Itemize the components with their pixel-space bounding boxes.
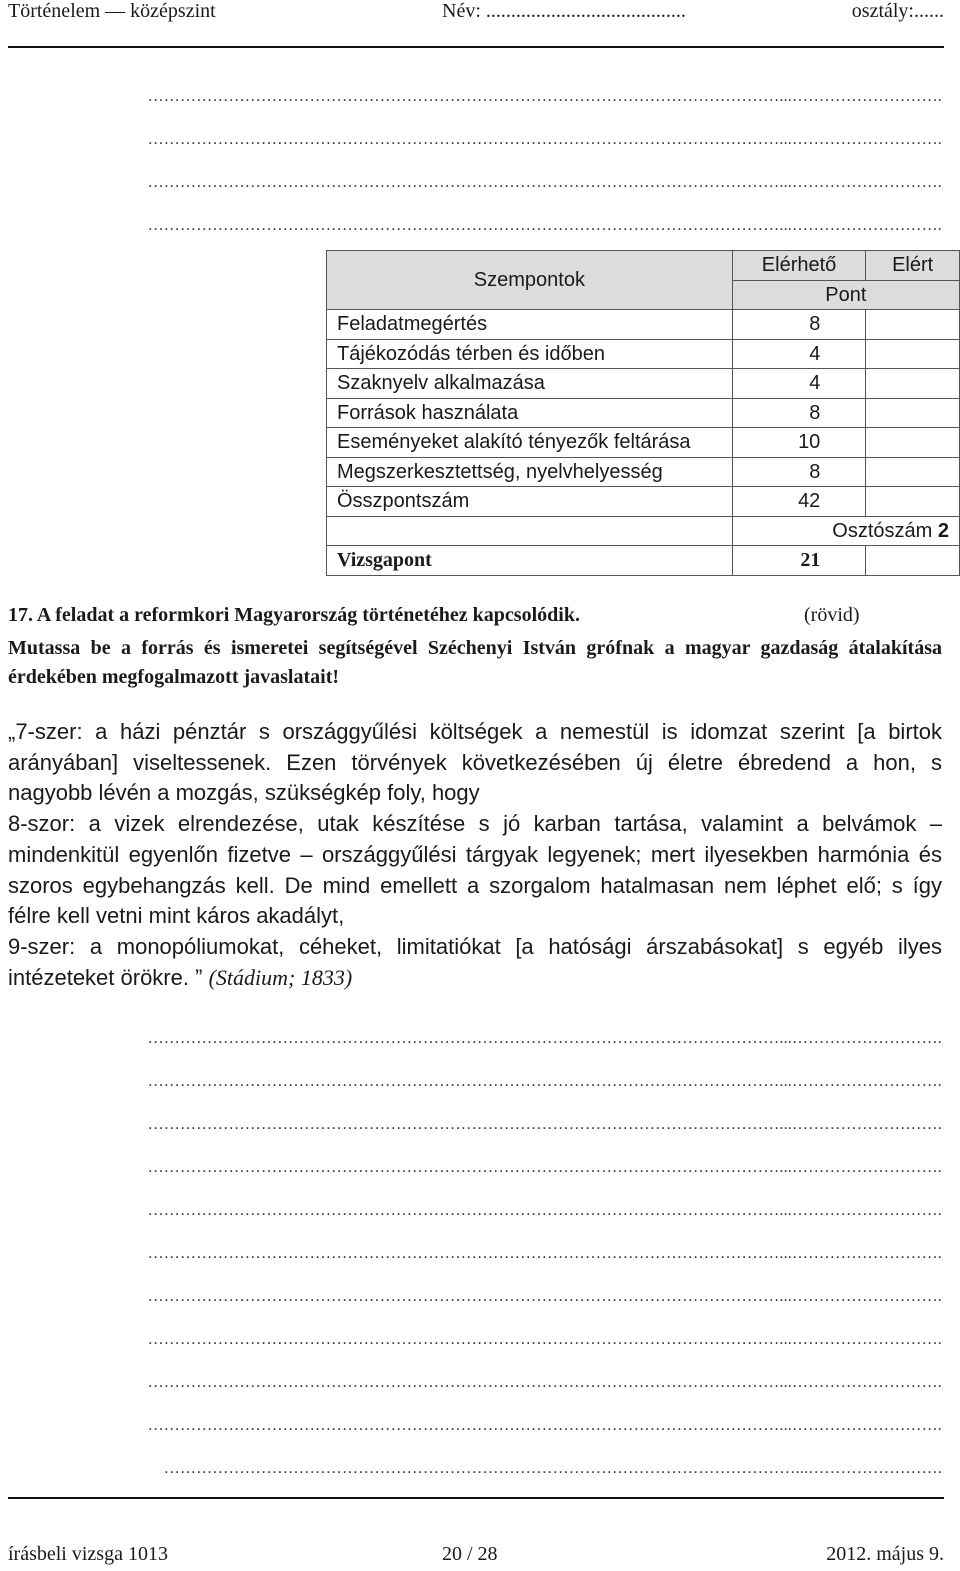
header-rule: [8, 46, 944, 48]
answer-line[interactable]: ………………………………………………………………………………………………………...……………………….: [147, 217, 942, 234]
criteria-header: Szempontok: [327, 251, 733, 310]
page-number: 20 / 28: [442, 1543, 498, 1565]
points-header: Pont: [732, 280, 959, 310]
available-points: 4: [732, 369, 866, 399]
answer-line[interactable]: ………………………………………………………………………………………………………...……………………….: [147, 1245, 942, 1262]
task-title-text: 17. A feladat a reformkori Magyarország történetéhez kapcsolódik.: [8, 604, 580, 626]
task-instruction: Mutassa be a forrás és ismeretei segítségével Széchenyi István grófnak a magyar gazdaság átalakítása érdekében megfogalmazott javaslatait!: [8, 637, 942, 688]
total-points: 42: [732, 487, 866, 517]
answer-line[interactable]: ………………………………………………………………………………………………………...……………………….: [147, 1073, 942, 1090]
empty-cell: [327, 516, 733, 546]
scoring-table: [326, 250, 960, 576]
table-row: [327, 310, 960, 340]
available-points: 10: [732, 428, 866, 458]
source-paragraph: [8, 932, 942, 993]
answer-line[interactable]: ………………………………………………………………………………………………………...……………………….: [147, 1417, 942, 1434]
table-row: [327, 339, 960, 369]
source-text: 9-szer: a monopóliumokat, céheket, limitatiókat [a hatósági árszabásokat] s egyéb ilyes intézeteket örökre. ”: [8, 933, 942, 990]
exam-date: 2012. május 9.: [826, 1543, 944, 1565]
available-points: 8: [732, 398, 866, 428]
exam-points-value: 21: [732, 546, 866, 576]
table-row: [327, 398, 960, 428]
achieved-header: Elért: [866, 251, 960, 281]
answer-line[interactable]: ………………………………………………………………………………………………………...……………………….: [147, 1331, 942, 1348]
achieved-points-cell[interactable]: [866, 369, 960, 399]
achieved-points-cell[interactable]: [866, 398, 960, 428]
answer-line[interactable]: ………………………………………………………………………………………………………...……………………….: [147, 1288, 942, 1305]
answer-line[interactable]: ………………………………………………………………………………………………………...……………………….: [147, 1030, 942, 1047]
table-row: [327, 428, 960, 458]
footer-rule: [8, 1497, 944, 1499]
task-title: [8, 604, 942, 627]
source-citation: (Stádium; 1833): [208, 964, 353, 990]
exam-points-label: Vizsgapont: [327, 546, 733, 576]
available-header: Elérhető: [732, 251, 866, 281]
class-field: osztály:......: [851, 0, 944, 22]
page-header: [8, 0, 944, 24]
table-row: [327, 546, 960, 576]
available-points: 4: [732, 339, 866, 369]
answer-line[interactable]: ………………………………………………………………………………………………………...……………………….: [147, 131, 942, 148]
divisor-label: Osztószám: [832, 519, 933, 542]
available-points: 8: [732, 457, 866, 487]
achieved-total-cell[interactable]: [866, 487, 960, 517]
criterion-label: Eseményeket alakító tényezők feltárása: [327, 428, 733, 458]
divisor-value: 2: [937, 519, 949, 542]
achieved-points-cell[interactable]: [866, 339, 960, 369]
achieved-points-cell[interactable]: [866, 457, 960, 487]
criterion-label: Források használata: [327, 398, 733, 428]
achieved-points-cell[interactable]: [866, 428, 960, 458]
source-quote: [8, 717, 942, 993]
task-type: (rövid): [804, 604, 860, 626]
answer-line[interactable]: ………………………………………………………………………………………………………...……………………….: [147, 174, 942, 191]
criterion-label: Tájékozódás térben és időben: [327, 339, 733, 369]
table-row: [327, 516, 960, 546]
available-points: 8: [732, 310, 866, 340]
criterion-label: Szaknyelv alkalmazása: [327, 369, 733, 399]
answer-line[interactable]: ………………………………………………………………………………………………………...……………………….: [147, 1374, 942, 1391]
answer-line[interactable]: ………………………………………………………………………………………………………...……………………….: [147, 1159, 942, 1176]
source-paragraph: „7-szer: a házi pénztár s országgyűlési költségek a nemestül is idomzat szerint [a birtok arányában] viseltessenek. Ezen törvények következésében új életre ébredend a hon, s nagyobb lévén a mozgás, szükségkép foly, hogy: [8, 719, 942, 806]
achieved-exam-points-cell[interactable]: [866, 546, 960, 576]
divisor-cell: [732, 516, 959, 546]
total-label: Összpontszám: [327, 487, 733, 517]
source-paragraph: 8-szor: a vizek elrendezése, utak készítése s jó karban tartása, valamint a belvámok – mindenkitül egyenlőn fizetve – országgyűlési tárgyak legyenek; mert ilyesekben harmónia és szoros egybehangzás kell. De mind emellett a szorgalom hatalmasan nem léphet elő; s így félre kell vetni mint káros akadályt,: [8, 811, 942, 929]
answer-line[interactable]: ………………………………………………………………………………………………………...……………………….: [147, 88, 942, 105]
subject-level: Történelem — középszint: [8, 0, 216, 22]
achieved-points-cell[interactable]: [866, 310, 960, 340]
table-row: [327, 487, 960, 517]
table-row: [327, 369, 960, 399]
table-header-row: [327, 251, 960, 281]
exam-code: írásbeli vizsga 1013: [8, 1543, 168, 1565]
criterion-label: Feladatmegértés: [327, 310, 733, 340]
name-field: Név: ........................................: [442, 0, 686, 22]
answer-line[interactable]: ………………………………………………………………………………………………………...……………………….: [147, 1202, 942, 1219]
answer-line[interactable]: ………………………………………………………………………………………………………...…………………….: [163, 1460, 942, 1477]
criterion-label: Megszerkesztettség, nyelvhelyesség: [327, 457, 733, 487]
answer-line[interactable]: ………………………………………………………………………………………………………...……………………….: [147, 1116, 942, 1133]
table-row: [327, 457, 960, 487]
